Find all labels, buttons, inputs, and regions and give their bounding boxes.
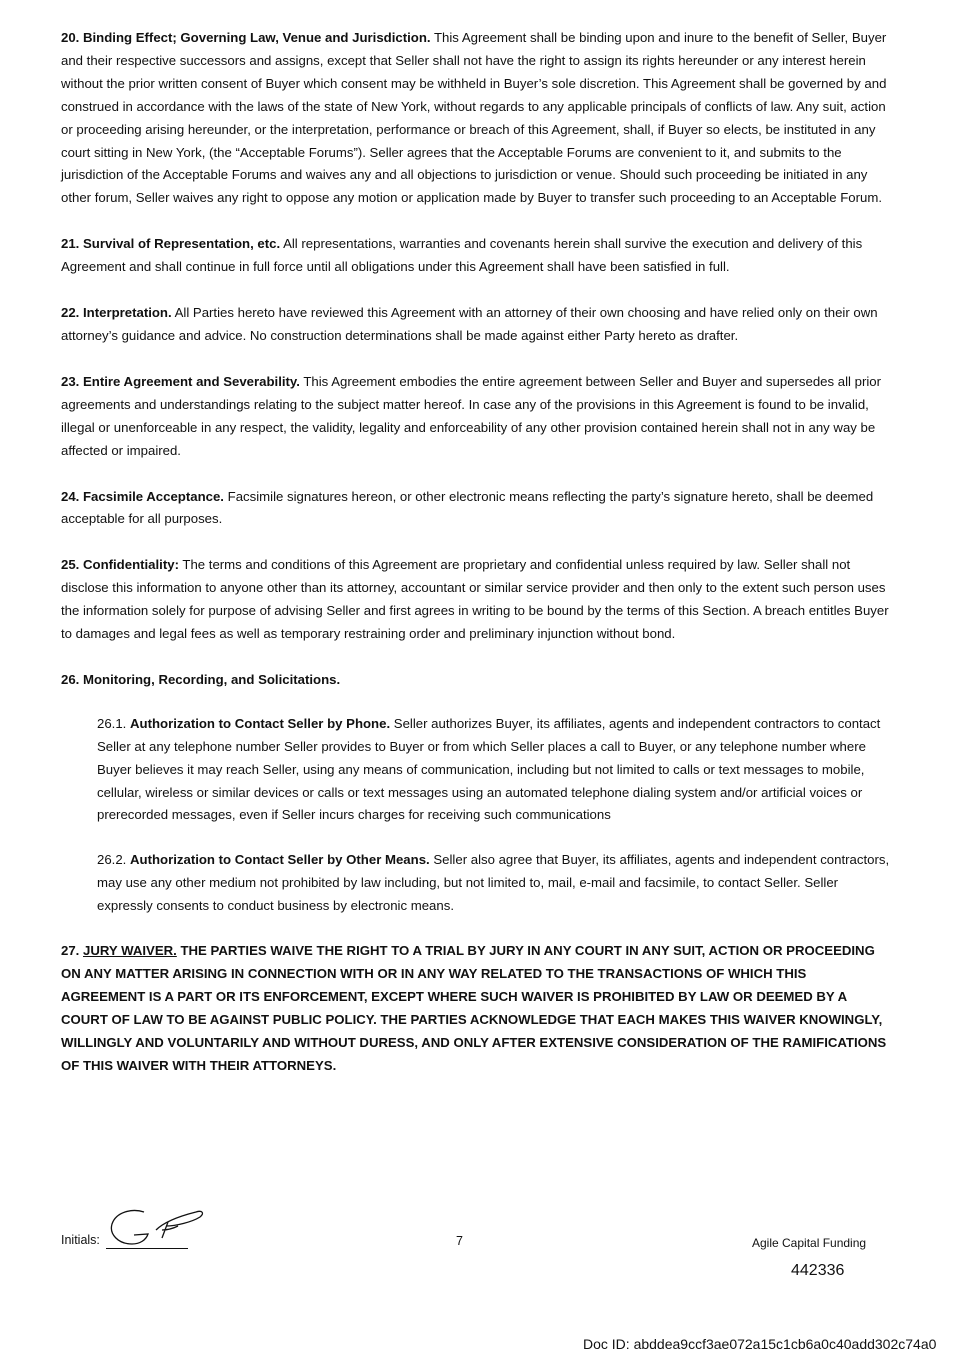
section-26-2-number: 26.2. <box>97 852 127 868</box>
section-26-1-heading: Authorization to Contact Seller by Phone. <box>130 715 391 731</box>
section-23 <box>61 371 891 463</box>
section-22-heading: 22. Interpretation. <box>61 305 172 321</box>
section-26-2 <box>97 849 891 918</box>
section-26-2-text: Seller also agree that Buyer, its affiliates, agents and independent contractors, may use any other medium not prohibited by law including, but not limited to, mail, e-mail and facsimile, to contact Seller. Seller expressly consents to conduct business by electronic means. <box>97 852 890 914</box>
doc-id: Doc ID: abddea9ccf3ae072a15c1cb6a0c40add302c74a0 <box>583 1336 937 1352</box>
section-20-heading: 20. Binding Effect; Governing Law, Venue and Jurisdiction. <box>61 30 431 45</box>
section-25 <box>61 554 891 646</box>
agreement-body <box>61 27 891 1078</box>
section-23-text: This Agreement embodies the entire agreement between Seller and Buyer and supersedes all prior agreements and understandings relating to the subject matter hereof. In case any of the provisions in this Agreement is found to be invalid, illegal or unenforceable in any respect, the validity, legality and enforceability of any other provision contained herein shall not in any way be affected or impaired. <box>61 373 882 458</box>
section-23-heading: 23. Entire Agreement and Severability. <box>61 373 300 389</box>
section-20 <box>61 27 891 210</box>
initials-label: Initials: <box>61 1233 100 1247</box>
document-code: 442336 <box>791 1262 845 1279</box>
section-21-text: All representations, warranties and covenants herein shall survive the execution and delivery of this Agreement and shall continue in full force until all obligations under this Agreement shall have been satisfied in full. <box>61 236 863 275</box>
section-26-1-text: Seller authorizes Buyer, its affiliates, agents and independent contractors to contact Seller at any telephone number Seller provides to Buyer or from which Seller places a call to Buyer, or any telephone number where Buyer believes it may reach Seller, using any means of communication, including but not limited to calls or text messages to mobile, cellular, wireless or similar devices or calls or text messages using an automated telephone dialing system and/or artificial voices or prerecorded messages, even if Seller incurs charges for receiving such communications <box>97 715 881 823</box>
section-21 <box>61 233 891 279</box>
section-27-number: 27. <box>61 943 83 959</box>
section-21-heading: 21. Survival of Representation, etc. <box>61 236 281 252</box>
section-27 <box>61 940 891 1077</box>
section-20-text: This Agreement shall be binding upon and inure to the benefit of Seller, Buyer and their respective successors and assigns, except that Seller shall not have the right to assign its rights hereunder or any interest herein without the prior written consent of Buyer which consent may be withheld in Buyer’s sole discretion. This Agreement shall be governed by and construed in accordance with the laws of the state of New York, without regards to any applicable principals of conflicts of law. Any suit, action or proceeding arising hereunder, or the interpretation, performance or breach of this Agreement, shall, if Buyer so elects, be instituted in any court sitting in New York, (the “Acceptable Forums”). Seller agrees that the Acceptable Forums are convenient to it, and submits to the jurisdiction of the Acceptable Forums and waives any and all objections to jurisdiction or venue. Should such proceeding be initiated in any other forum, Seller waives any right to oppose any motion or application made by Buyer to transfer such proceeding to an Acceptable Forum. <box>61 30 887 206</box>
section-26-heading: 26. Monitoring, Recording, and Solicitations. <box>61 671 341 687</box>
page-number: 7 <box>456 1234 463 1248</box>
section-27-heading: JURY WAIVER. <box>83 943 177 959</box>
section-27-text: THE PARTIES WAIVE THE RIGHT TO A TRIAL BY JURY IN ANY COURT IN ANY SUIT, ACTION OR PROCEEDING ON ANY MATTER ARISING IN CONNECTION WITH OR IN ANY WAY RELATED TO THE TRANSACTIONS OF WHICH THIS AGREEMENT IS A PART OR ITS ENFORCEMENT, EXCEPT WHERE SUCH WAIVER IS PROHIBITED BY LAW OR DEEMED BY A COURT OF LAW TO BE AGAINST PUBLIC POLICY. THE PARTIES ACKNOWLEDGE THAT EACH MAKES THIS WAIVER KNOWINGLY, WILLINGLY AND VOLUNTARILY AND WITHOUT DURESS, AND ONLY AFTER EXTENSIVE CONSIDERATION OF THE RAMIFICATIONS OF THIS WAIVER WITH THEIR ATTORNEYS. <box>61 943 887 1073</box>
section-26-1-number: 26.1. <box>97 715 127 731</box>
company-name: Agile Capital Funding <box>752 1236 867 1250</box>
section-25-heading: 25. Confidentiality: <box>61 557 179 573</box>
section-24 <box>61 486 891 532</box>
section-26-1 <box>97 713 891 828</box>
section-24-heading: 24. Facsimile Acceptance. <box>61 488 224 504</box>
signature-icon <box>104 1204 208 1252</box>
section-22 <box>61 302 891 348</box>
section-26-2-heading: Authorization to Contact Seller by Other Means. <box>130 852 430 868</box>
section-26 <box>61 669 891 692</box>
section-24-text: Facsimile signatures hereon, or other electronic means reflecting the party’s signature hereto, shall be deemed acceptable for all purposes. <box>61 488 874 527</box>
section-22-text: All Parties hereto have reviewed this Agreement with an attorney of their own choosing and have relied only on their own attorney’s guidance and advice. No construction determinations shall be made against either Party hereto as drafter. <box>61 305 878 343</box>
section-25-text: The terms and conditions of this Agreement are proprietary and confidential unless required by law. Seller shall not disclose this information to anyone other than its attorney, accountant or similar service provider and then only to the extent such person uses the information solely for purpose of advising Seller and first agrees in writing to be bound by the terms of this Section. A breach entitles Buyer to damages and legal fees as well as temporary restraining order and preliminary injunction without bond. <box>61 557 889 642</box>
